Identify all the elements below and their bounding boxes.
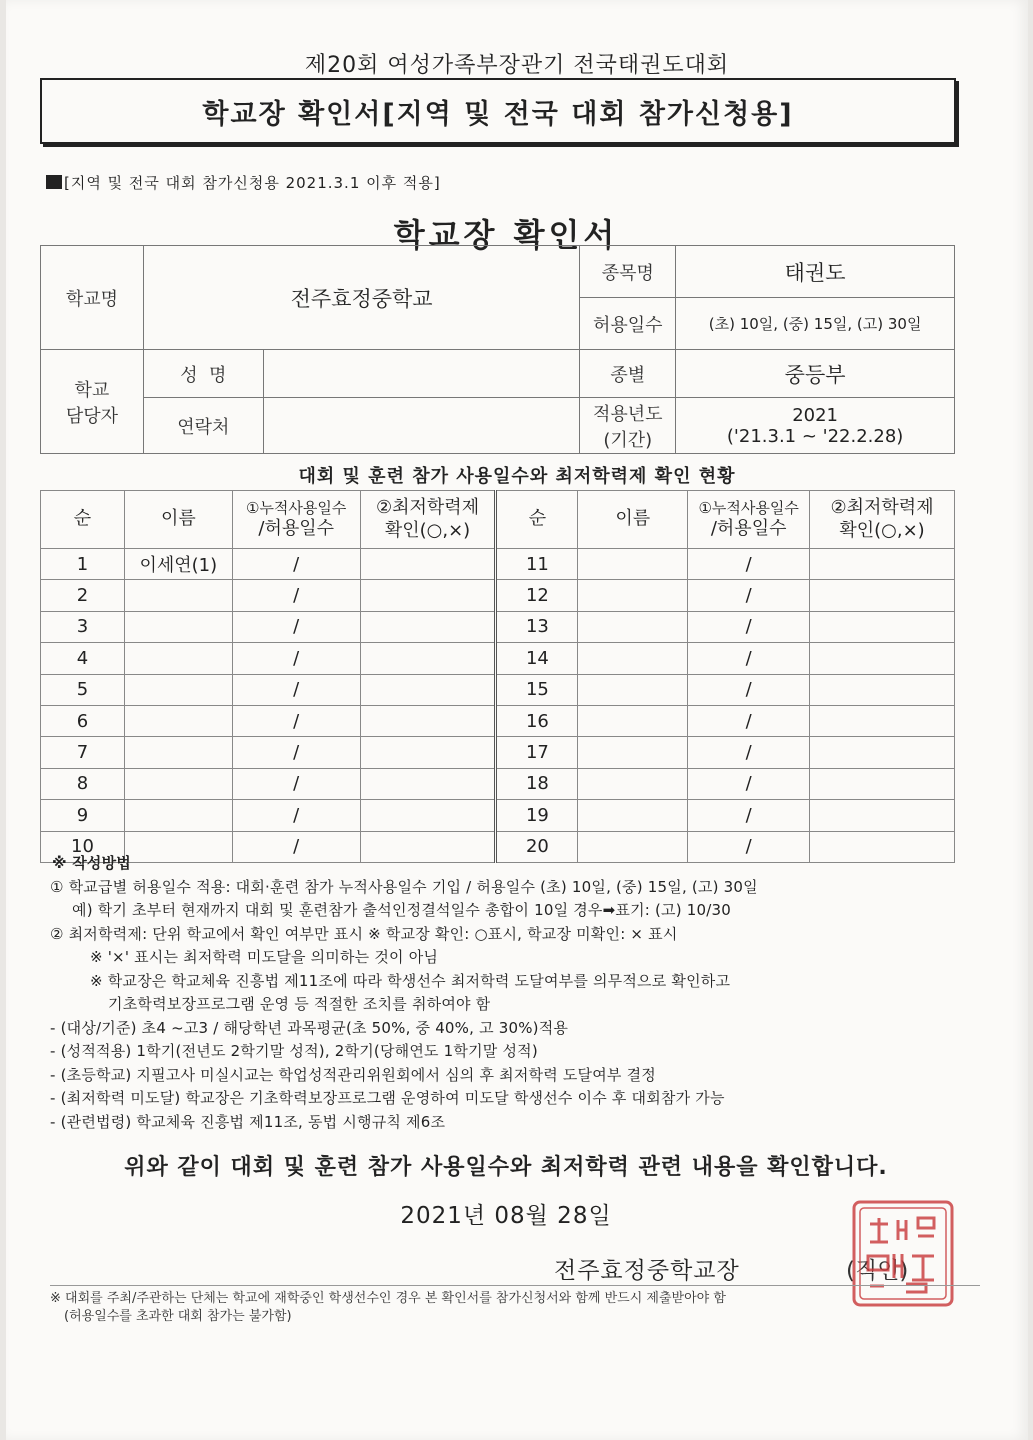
student-name <box>578 674 688 705</box>
footer-line1: ※ 대회를 주최/주관하는 단체는 학교에 재학중인 학생선수인 경우 본 확인서를 참가신청서와 함께 반드시 제출받아야 함 <box>50 1291 726 1306</box>
division-label: 종별 <box>580 350 676 398</box>
student-name <box>124 768 232 799</box>
student-name <box>124 737 232 768</box>
student-name <box>124 643 232 674</box>
note-item: ① 학교급별 허용일수 적용: 대회·훈련 참가 누적사용일수 기입 / 허용일수 (초) 10일, (중) 15일, (고) 30일 <box>50 877 758 896</box>
min-academic-check <box>810 737 955 768</box>
student-name <box>578 549 688 580</box>
row-number: 20 <box>496 831 578 862</box>
min-academic-check <box>360 580 496 611</box>
note-item: ② 최저학력제: 단위 학교에서 확인 여부만 표시 ※ 학교장 확인: ○표시, 학교장 미확인: × 표시 <box>50 924 678 943</box>
header-min-right <box>810 491 955 549</box>
note-item: - (관련법령) 학교체육 진흥법 제11조, 동법 시행규칙 제6조 <box>50 1112 446 1131</box>
manager-label-line2: 담당자 <box>65 405 119 427</box>
min-academic-check <box>810 611 955 642</box>
student-name <box>578 800 688 831</box>
student-name <box>578 643 688 674</box>
row-number: 17 <box>496 737 578 768</box>
table-row <box>41 611 955 642</box>
official-seal-label: (직인) <box>846 1258 909 1284</box>
sport-value: 태권도 <box>676 246 955 298</box>
header-min-right-line2: 확인(○,×) <box>839 519 925 541</box>
division-value: 중등부 <box>676 350 955 398</box>
table-row <box>41 705 955 736</box>
min-academic-check <box>360 800 496 831</box>
days-used: / <box>232 549 360 580</box>
row-number: 1 <box>41 549 125 580</box>
note-item: ※ 학교장은 학교체육 진흥법 제11조에 따라 학생선수 최저학력 도달여부를 의무적으로 확인하고 <box>90 971 731 990</box>
days-used: / <box>232 768 360 799</box>
row-number: 10 <box>41 831 125 862</box>
note-item: 기초학력보장프로그램 운영 등 적절한 조치를 취하여야 함 <box>108 995 491 1013</box>
document-title: 학교장 확인서 <box>393 216 619 254</box>
days-used: / <box>688 611 810 642</box>
header-days-left <box>232 491 360 549</box>
participation-table <box>40 490 955 863</box>
days-used: / <box>688 549 810 580</box>
days-used: / <box>232 705 360 736</box>
min-academic-check <box>810 549 955 580</box>
min-academic-check <box>810 643 955 674</box>
header-min-left-line2: 확인(○,×) <box>384 519 471 541</box>
note-item: - (최저학력 미도달) 학교장은 기초학력보장프로그램 운영하여 미도달 학생선수 이수 후 대회참가 가능 <box>50 1089 725 1107</box>
min-academic-check <box>360 549 496 580</box>
header-no-right: 순 <box>496 491 578 549</box>
student-name <box>578 580 688 611</box>
header-min-left <box>360 491 496 549</box>
name-label: 성 명 <box>143 350 263 398</box>
min-academic-check <box>810 705 955 736</box>
row-number: 2 <box>41 580 125 611</box>
days-used: / <box>688 674 810 705</box>
name-value <box>263 350 580 398</box>
days-used: / <box>688 705 810 736</box>
days-used: / <box>232 674 360 705</box>
row-number: 14 <box>496 643 578 674</box>
header-min-right-line1: ②최저학력제 <box>830 497 934 518</box>
contact-value <box>263 398 580 454</box>
min-academic-check <box>360 643 496 674</box>
student-name <box>124 705 232 736</box>
min-academic-check <box>360 674 496 705</box>
header-name-right: 이름 <box>578 491 688 549</box>
manager-label-line1: 학교 <box>74 379 110 401</box>
school-label: 학교명 <box>41 246 144 350</box>
row-number: 12 <box>496 580 578 611</box>
instructions <box>50 852 970 1134</box>
table-row <box>41 549 955 580</box>
student-name: 이세연(1) <box>124 549 232 580</box>
student-name <box>578 768 688 799</box>
student-name <box>124 611 232 642</box>
note-item: - (성적적용) 1학기(전년도 2학기말 성적), 2학기(당해연도 1학기말 성적) <box>50 1042 538 1060</box>
days-used: / <box>688 643 810 674</box>
days-used: / <box>232 580 360 611</box>
row-number: 5 <box>41 674 125 705</box>
header-days-right-line2: /허용일수 <box>710 517 787 539</box>
note-item: ※ '×' 표시는 최저학력 미도달을 의미하는 것이 아님 <box>90 948 439 966</box>
min-academic-check <box>360 768 496 799</box>
allowed-days-value: (초) 10일, (중) 15일, (고) 30일 <box>676 298 955 350</box>
banner-title <box>40 78 956 144</box>
banner-text: 학교장 확인서[지역 및 전국 대회 참가신청용] <box>202 98 794 130</box>
table-row <box>41 580 955 611</box>
days-used: / <box>688 831 810 862</box>
days-used: / <box>232 800 360 831</box>
row-number: 9 <box>41 800 125 831</box>
min-academic-check <box>810 768 955 799</box>
year-label-line1: 적용년도 <box>592 403 663 425</box>
row-number: 15 <box>496 674 578 705</box>
table-row <box>41 674 955 705</box>
days-used: / <box>232 831 360 862</box>
days-used: / <box>232 611 360 642</box>
student-name <box>578 611 688 642</box>
header-days-right-line1: ①누적사용일수 <box>698 498 799 517</box>
header-min-left-line1: ②최저학력제 <box>376 497 480 518</box>
year-value-line2: ('21.3.1 ~ '22.2.28) <box>726 425 904 447</box>
contact-label: 연락처 <box>143 398 263 454</box>
min-academic-check <box>810 580 955 611</box>
row-number: 16 <box>496 705 578 736</box>
manager-label <box>41 350 144 454</box>
note-item: 예) 학기 초부터 현재까지 대회 및 훈련참가 출석인정결석일수 총합이 10일 경우➡표기: (고) 10/30 <box>72 901 731 919</box>
student-name <box>578 705 688 736</box>
header-no-left: 순 <box>41 491 125 549</box>
table-row <box>41 768 955 799</box>
row-number: 8 <box>41 768 125 799</box>
confirmation-statement: 위와 같이 대회 및 훈련 참가 사용일수와 최저학력 관련 내용을 확인합니다. <box>124 1155 888 1180</box>
row-number: 4 <box>41 643 125 674</box>
table-row <box>41 643 955 674</box>
year-label-line2: (기간) <box>603 429 653 451</box>
square-bullet-icon <box>46 175 62 189</box>
year-label <box>580 398 676 454</box>
note-heading: ※ 작성방법 <box>52 854 131 872</box>
allowed-days-label: 허용일수 <box>580 298 676 350</box>
footer-line2: (허용일수를 초과한 대회 참가는 불가함) <box>64 1309 292 1324</box>
header-days-right <box>688 491 810 549</box>
sport-label: 종목명 <box>580 246 676 298</box>
days-used: / <box>232 643 360 674</box>
info-table <box>40 245 955 454</box>
min-academic-check <box>360 705 496 736</box>
row-number: 11 <box>496 549 578 580</box>
section-title: 대회 및 훈련 참가 사용일수와 최저학력제 확인 현황 <box>298 466 736 487</box>
student-name <box>124 800 232 831</box>
application-note-text: [지역 및 전국 대회 참가신청용 2021.3.1 이후 적용] <box>64 174 441 192</box>
days-used: / <box>688 800 810 831</box>
header-name-left: 이름 <box>124 491 232 549</box>
min-academic-check <box>810 674 955 705</box>
student-name <box>578 737 688 768</box>
application-note <box>46 172 441 193</box>
student-name <box>124 674 232 705</box>
event-title: 제20회 여성가족부장관기 전국태권도대회 <box>304 53 730 78</box>
note-item: - (초등학교) 지필고사 미실시교는 학업성적관리위원회에서 심의 후 최저학력 도달여부 결정 <box>50 1065 656 1084</box>
min-academic-check <box>360 611 496 642</box>
student-name <box>124 580 232 611</box>
days-used: / <box>232 737 360 768</box>
row-number: 18 <box>496 768 578 799</box>
row-number: 6 <box>41 705 125 736</box>
year-value <box>676 398 955 454</box>
row-number: 7 <box>41 737 125 768</box>
footer-note <box>50 1285 980 1326</box>
header-days-left-line2: /허용일수 <box>258 517 334 539</box>
days-used: / <box>688 737 810 768</box>
table-row <box>41 800 955 831</box>
header-days-left-line1: ①누적사용일수 <box>246 498 347 517</box>
days-used: / <box>688 768 810 799</box>
note-item: - (대상/기준) 초4 ~고3 / 해당학년 과목평균(초 50%, 중 40%, 고 30%)적용 <box>50 1018 569 1037</box>
school-value: 전주효정중학교 <box>143 246 579 350</box>
table-row <box>41 737 955 768</box>
row-number: 19 <box>496 800 578 831</box>
issue-date: 2021년 08월 28일 <box>400 1203 612 1229</box>
year-value-line1: 2021 <box>792 404 839 426</box>
min-academic-check <box>810 800 955 831</box>
row-number: 13 <box>496 611 578 642</box>
row-number: 3 <box>41 611 125 642</box>
principal-signature: 전주효정중학교장 <box>554 1258 740 1284</box>
days-used: / <box>688 580 810 611</box>
document-page <box>6 0 1028 1440</box>
min-academic-check <box>360 737 496 768</box>
